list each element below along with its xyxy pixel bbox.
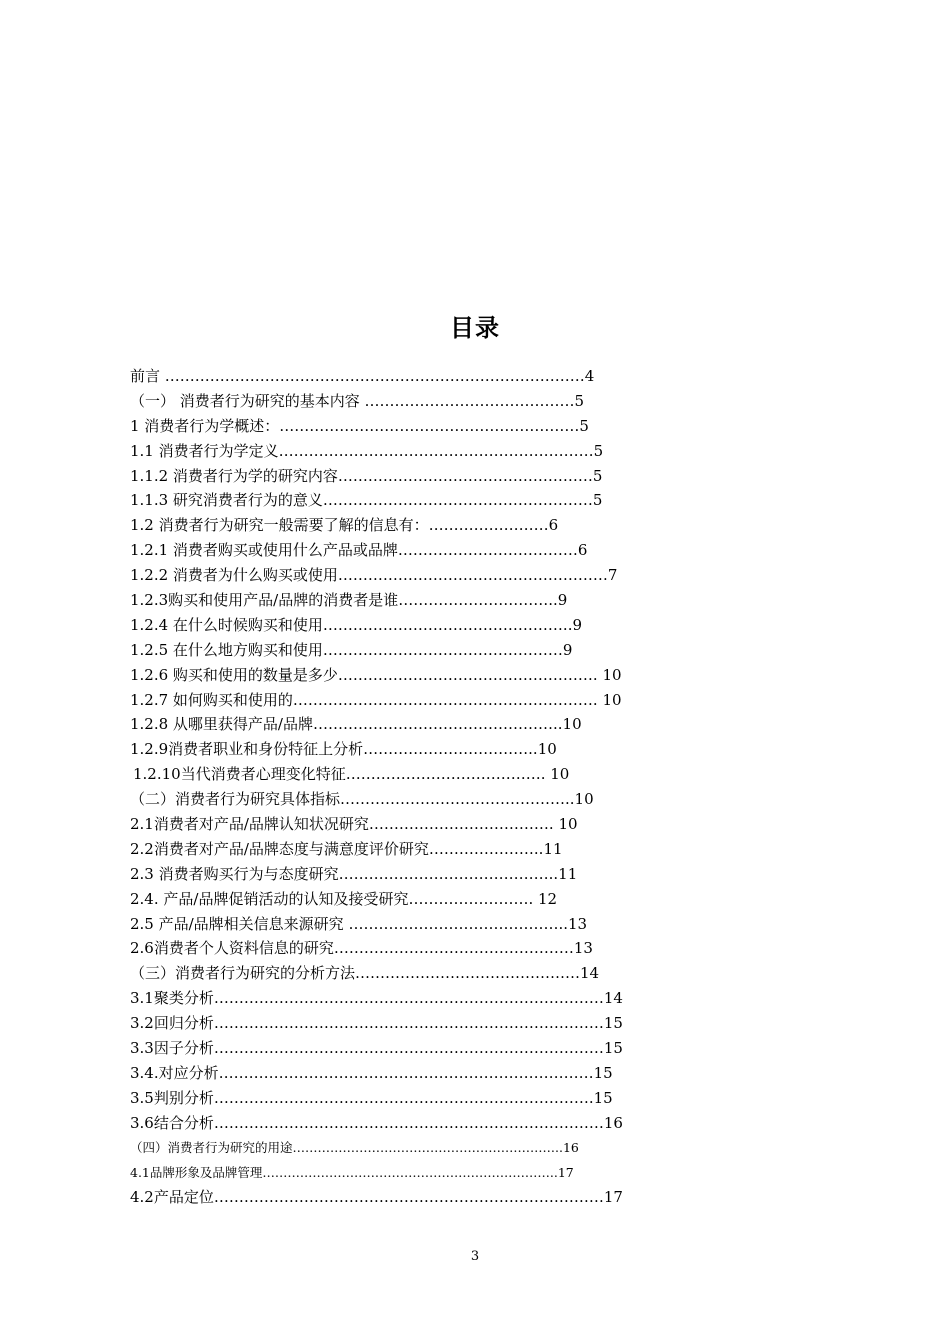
toc-entry: 3.3因子分析……………………………………………………………………15 xyxy=(130,1039,623,1058)
toc-entry: 1.1.2 消费者行为学的研究内容……………………………………………5 xyxy=(130,466,603,485)
toc-entry: 前言 …………………………………………………………………………4 xyxy=(130,367,595,385)
toc-entry: 3.4.对应分析…………………………………………………………………15 xyxy=(130,1063,613,1082)
toc-entry: 2.5 产品/品牌相关信息来源研究 ……………………………………..13 xyxy=(130,914,588,933)
toc-entry: 2.2消费者对产品/品牌态度与满意度评价研究…………………..11 xyxy=(130,839,563,858)
toc-entry: 2.3 消费者购买行为与态度研究……………………………………..11 xyxy=(130,864,578,883)
toc-entry: 2.1消费者对产品/品牌认知状况研究………………………………. 10 xyxy=(130,815,578,834)
toc-entry: 3.2回归分析……………………………………………………………………15 xyxy=(130,1014,623,1033)
toc-entry: 1.2.6 购买和使用的数量是多少……………………………………………. 10 xyxy=(130,665,622,684)
toc-entry: 1.1.3 研究消费者行为的意义………………………………………………5 xyxy=(130,491,603,510)
toc-entry: 1.1 消费者行为学定义………………………………………………………5 xyxy=(130,441,604,460)
toc-entry: 1.2.7 如何购买和使用的……………………………………………………. 10 xyxy=(130,690,622,709)
table-of-contents xyxy=(130,364,730,1210)
toc-entry: 1.2.1 消费者购买或使用什么产品或品牌………………………………6 xyxy=(130,541,588,560)
toc-entry: 2.4. 产品/品牌促销活动的认知及接受研究……………………. 12 xyxy=(130,889,558,908)
toc-entry: （一） 消费者行为研究的基本内容 ……………………………………5 xyxy=(130,391,585,410)
toc-entry: 1.2.10当代消费者心理变化特征…………………………………. 10 xyxy=(133,765,570,784)
toc-entry: 1.2.2 消费者为什么购买或使用………………………………………………7 xyxy=(130,566,618,585)
toc-entry: 3.1聚类分析……………………………………………………………………14 xyxy=(130,989,623,1008)
toc-entry: 1.2.5 在什么地方购买和使用…………………………………………9 xyxy=(130,640,573,659)
toc-entry: 1.2.9消费者职业和身份特征上分析……………………………..10 xyxy=(130,740,557,759)
toc-entry: 4.1品牌形象及品牌管理……………………………………………………………..17 xyxy=(130,1164,574,1180)
toc-entry: （三）消费者行为研究的分析方法………………………………………14 xyxy=(130,964,600,983)
toc-entry: （二）消费者行为研究具体指标………………………………………..10 xyxy=(130,790,594,809)
toc-entry: 1.2 消费者行为研究一般需要了解的信息有：……………………6 xyxy=(130,516,559,535)
toc-entry: 2.6消费者个人资料信息的研究…………………………………………13 xyxy=(130,939,593,958)
toc-entry: 1.2.4 在什么时候购买和使用…………………………………………..9 xyxy=(130,615,583,634)
toc-entry: 3.6结合分析……………………………………………………………………16 xyxy=(130,1113,623,1132)
toc-entry: 1.2.8 从哪里获得产品/品牌…………………………………………..10 xyxy=(130,715,582,734)
toc-entry: 1 消费者行为学概述：……………………………………………………5 xyxy=(130,416,589,435)
toc-entry: 1.2.3购买和使用产品/品牌的消费者是谁…………………………..9 xyxy=(130,591,568,610)
page-number: 3 xyxy=(470,1249,480,1264)
toc-entry: 4.2产品定位……………………………………………………………………17 xyxy=(130,1188,623,1207)
toc-entry: 3.5判别分析………………………………………………………………….15 xyxy=(130,1088,613,1107)
toc-title: 目录 xyxy=(450,314,500,342)
toc-entry: （四）消费者行为研究的用途………………………………………………………..16 xyxy=(130,1139,579,1155)
